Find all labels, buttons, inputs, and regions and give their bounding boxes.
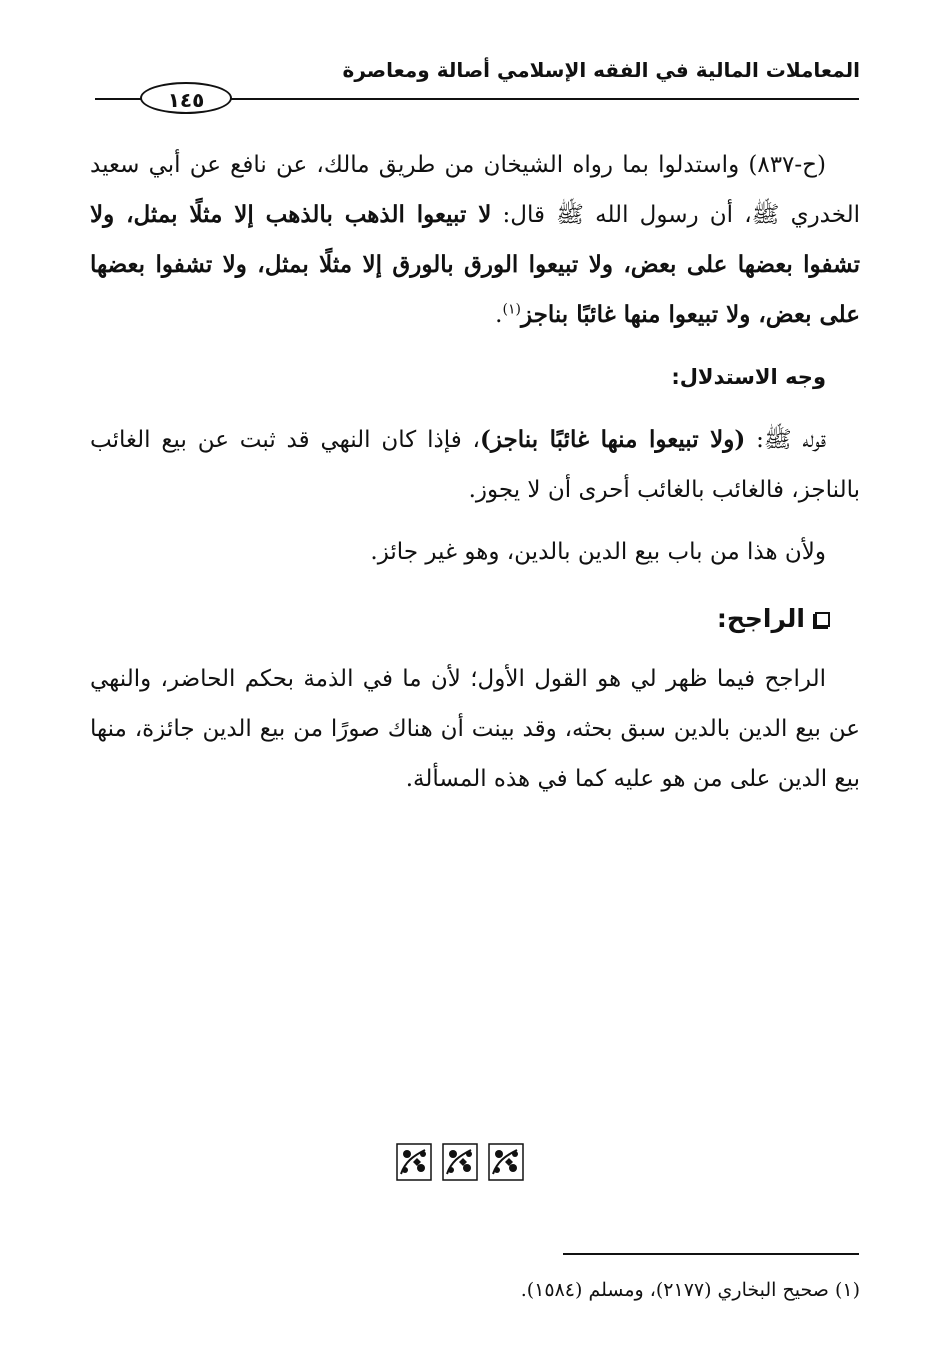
hadith-text: لا تبيعوا الذهب بالذهب إلا مثلًا بمثل، ولا تشفوا بعضها على بعض، ولا تبيعوا الورق بالورق إلا مثلًا بمثل، ولا تشفوا بعضها على بعض، ولا تبيعوا منها غائبًا بناجز: [90, 201, 860, 328]
preferred-text: الراجح فيما ظهر لي هو القول الأول؛ لأن ما في الذمة بحكم الحاضر، والنهي عن بيع الدين بالدين سبق بحثه، وقد بينت أن هناك صورًا من بيع الدين جائزة، منها بيع الدين على من هو عليه كما في هذه المسألة.: [90, 666, 860, 792]
footnote: (١) صحيح البخاري (٢١٧٧)، ومسلم (١٥٨٤).: [520, 1279, 860, 1301]
debt-text: ولأن هذا من باب بيع الدين بالدين، وهو غير جائز.: [370, 539, 826, 565]
floral-ornament-icon: [441, 1142, 479, 1182]
evidence-quote: (ولا تبيعوا منها غائبًا بناجز): [479, 426, 746, 453]
evidence-rest: ، فإذا كان النهي قد ثبت عن بيع الغائب بالناجز، فالغائب بالغائب أحرى أن لا يجوز.: [90, 427, 860, 503]
evidence-heading-block: [90, 352, 860, 402]
footnote-rule: [563, 1253, 859, 1255]
evidence-heading: وجه الاستدلال:: [671, 365, 826, 389]
paragraph-debt: [90, 527, 860, 577]
floral-ornament-icon: [395, 1142, 433, 1182]
page-number: ١٤٥: [140, 82, 232, 114]
paragraph-intro: (ح-٨٣٧) واستدلوا بما رواه الشيخان من طريق مالك، عن نافع عن أبي سعيد الخدري ﷺ، أن رسول الله ﷺ قال:: [90, 152, 860, 228]
preferred-heading-block: [90, 594, 860, 644]
footnote-reference[interactable]: (١): [502, 301, 521, 318]
paragraph-hadith: [90, 140, 860, 340]
paragraph-evidence: [90, 415, 860, 515]
floral-ornament: [395, 1142, 525, 1182]
preferred-heading: الراجح:: [716, 604, 805, 633]
floral-ornament-icon: [487, 1142, 525, 1182]
evidence-lead: قوله ﷺ:: [745, 427, 826, 453]
paragraph-preferred: [90, 654, 860, 804]
paragraph-end: .: [495, 302, 503, 328]
running-title: المعاملات المالية في الفقه الإسلامي أصالة ومعاصرة: [342, 58, 860, 82]
checkbox-icon: [815, 612, 830, 627]
